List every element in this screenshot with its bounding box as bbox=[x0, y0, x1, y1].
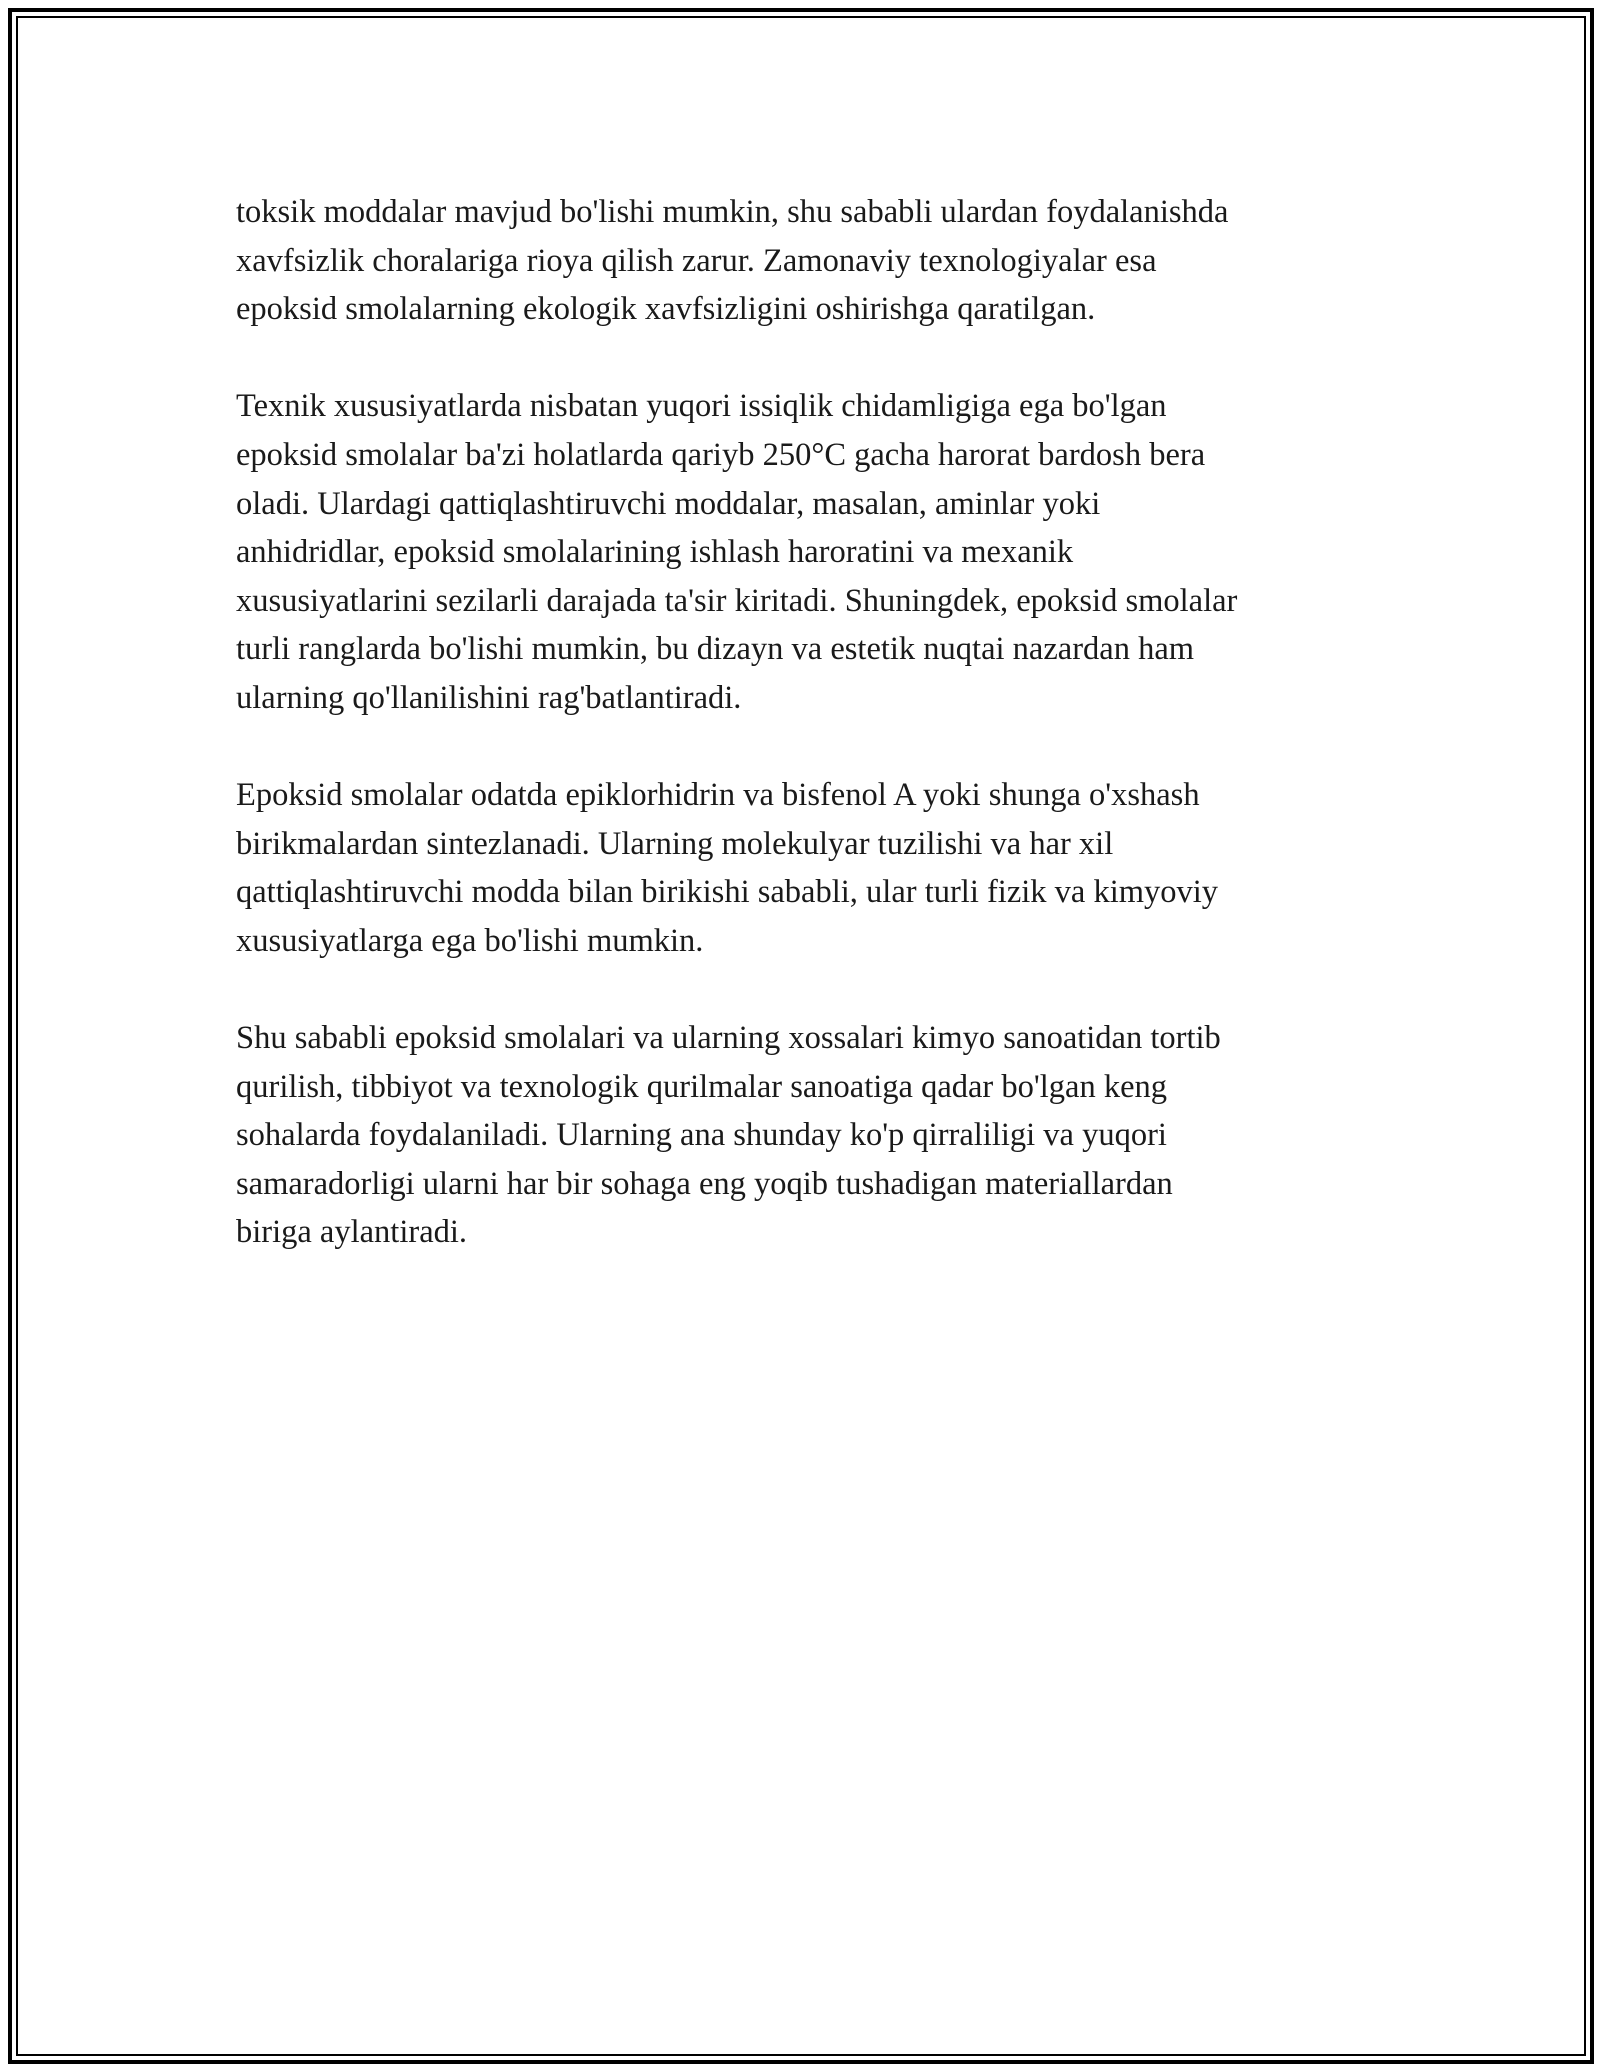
paragraph-1: toksik moddalar mavjud bo'lishi mumkin, shu sababli ulardan foydalanishda xavfsizlik choralariga rioya qilish zarur. Zamonaviy texnologiyalar esa epoksid smolalarning ekologik xavfsizligini oshirishga qaratilgan. bbox=[236, 194, 1229, 328]
paragraph-4: Shu sababli epoksid smolalari va ularning xossalari kimyo sanoatidan tortib qurilish, tibbiyot va texnologik qurilmalar sanoatiga qadar bo'lgan keng sohalarda foydalaniladi. Ularning ana shunday ko'p qirraliligi va yuqori samaradorligi ularni har bir sohaga eng yoqib tushadigan materiallardan biriga aylantiradi. bbox=[236, 1020, 1221, 1251]
paragraph-3: Epoksid smolalar odatda epiklorhidrin va bisfenol A yoki shunga o'xshash birikmalardan sintezlanadi. Ularning molekulyar tuzilishi va har xil qattiqlashtiruvchi modda bilan birikishi sababli, ular turli fizik va kimyoviy xususiyatlarga ega bo'lishi mumkin. bbox=[236, 777, 1219, 959]
paragraph-2: Texnik xususiyatlarda nisbatan yuqori issiqlik chidamligiga ega bo'lgan epoksid smolalar ba'zi holatlarda qariyb 250°C gacha harorat bardosh bera oladi. Ulardagi qattiqlashtiruvchi moddalar, masalan, aminlar yoki anhidridlar, epoksid smolalarining ishlash haroratini va mexanik xususiyatlarini sezilarli darajada ta'sir kiritadi. Shuningdek, epoksid smolalar turli ranglarda bo'lishi mumkin, bu dizayn va estetik nuqtai nazardan ham ularning qo'llanilishini rag'batlantiradi. bbox=[236, 388, 1238, 716]
document-body bbox=[236, 188, 1376, 1306]
